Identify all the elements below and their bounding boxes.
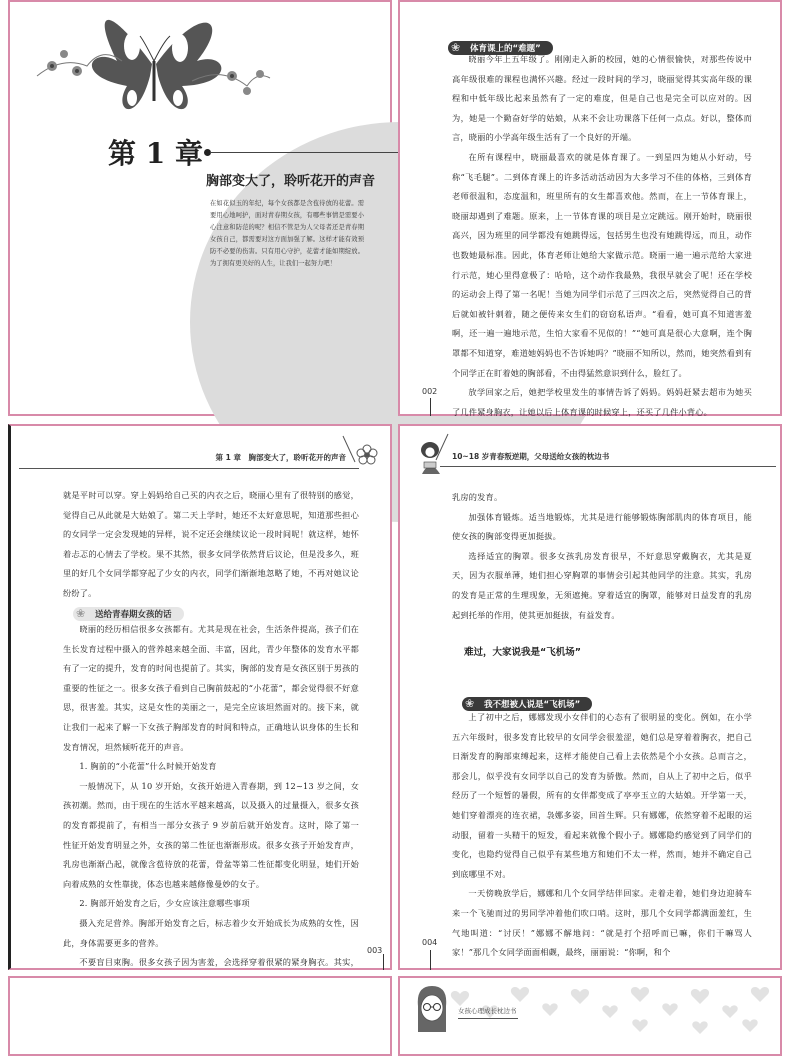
header-rule xyxy=(458,1018,518,1019)
paragraph: 一天傍晚放学后，娜娜和几个女同学结伴回家。走着走着，她们身边迎骑车来一个飞驰而过的男同学冲着他们吹口哨。这时，那几个女同学都满面羞红，生气地叫道：“讨厌！”娜娜不解地问：“就是打个招呼而已嘛，你们干嘛骂人家！”那几个女同学面面相觑，最终，丽丽说：“你啊，和个 xyxy=(452,888,752,958)
paragraph: 不要盲目束胸。很多女孩子因为害羞，会选择穿着很紧的紧身胸衣。其实， xyxy=(79,957,359,968)
section-title: ❀ 体育课上的“难题” xyxy=(448,41,553,55)
page-3 xyxy=(8,424,392,970)
page-5 xyxy=(8,976,392,1056)
flower-icon: ❀ xyxy=(451,41,461,54)
butterfly-illustration xyxy=(32,6,272,136)
running-header: 女孩心理成长枕边书 xyxy=(458,1007,517,1015)
header-slash-rule xyxy=(430,432,450,462)
header-rule xyxy=(19,468,359,469)
girl-with-glasses-illustration xyxy=(412,982,452,1038)
section-title: ❀ 送给青春期女孩的话 xyxy=(73,607,184,621)
page-6 xyxy=(398,976,782,1056)
paragraph: 一般情况下，从 10 岁开始，女孩开始进入青春期，到 12~13 岁之间，女孩初潮。然而，由于现在的生活水平越来越高，以及摄入的过量摄入，很多女孩的发育都提前了，有相当一部分女孩子 9 岁前后就开始发育。这时，除了第一性征开始发育明显之外，女孩的第二性征也渐渐形成。很多女孩子开始发育声，乳房也渐渐凸起，就像含苞待放的花蕾，骨盆等第二性征都变化明显，她们开始向着成熟的女性靠拢，体态也越来越修像曼妙的女子。 xyxy=(63,780,359,889)
chapter-title: 胸部变大了，聆听花开的声音 xyxy=(206,174,376,189)
story-title: 难过，大家说我是“飞机场” xyxy=(464,647,581,658)
paragraph: 加强体育锻炼。适当地锻炼，尤其是进行能够锻炼胸部肌肉的体育项目，能使女孩的胸部变得更加挺拔。 xyxy=(452,511,752,542)
page-number: 002 xyxy=(422,387,438,396)
paragraph: 在所有课程中，晓丽最喜欢的就是体育课了。一到星四为她从小好动，号称“飞毛腿”。二到体育课上的许多活动活动因为大多学习不佳的体格，三到体育老师很温和，态度温和，班里所有的女生都喜欢他。然而，在上一节体育课上，晓丽却遇到了难题。原来，上一节体育课的项目是立定跳远。刚开始时，晓丽很高兴，因为班里的同学都没有她跳得远，包括男生也没有她跳得远，而且，动作也数她最标准。因此，体育老师让她给大家做示范。晓丽一遍一遍示范给大家进行示范，她心里得意极了：哈哈，这个动作我最熟，我很早就会了呢！还在学校的运动会上得了第一名呢！当她为同学们示范了三四次之后，突然觉得自己的背后就如被针刺着，随之便传来女生们的窃窃私语声。“看看，她可真不知道害羞啊，还一遍一遍地示范，生怕大家看不见似的！”“她可真是很心大意啊，连个胸罩都不知道穿，难道她妈妈也不告诉她吗？”晓丽不知所以，然而，她突然看到有个同学正在盯着她的胸部看，不由得猛然意识到什么，脸红了。 xyxy=(452,151,752,378)
paragraph: 乳房的发育。 xyxy=(452,492,503,502)
page-number: 004 xyxy=(422,938,438,947)
paragraph: 上了初中之后，娜娜发现小女伴们的心态有了很明显的变化。例如，在小学五六年级时，很多发育比较早的女同学会很羞涩，她们总是穿着着胸衣，把自己日渐发育的胸部束缚起来，这样才能使自己看上去依然是个小女孩。总而言之，那会儿，似乎没有女同学以自己的发育为骄傲。然而，自从上了初中之后，似乎经历了一个短暂的暑假，所有的女伴都变成了亭亭玉立的大姑娘。开学第一天，她们穿着漂亮的连衣裙，袅娜多姿，回首生辉。只有娜娜，依然穿着不起眼的运动服，留着一头精干的短发，看起来就像个假小子。娜娜隐约感觉到了同学们的变化，也隐约觉得自己似乎有某些地方和她们不太一样，然而，她并不确定自己到底哪里不对。 xyxy=(452,712,752,879)
chapter-number: 第 1 章 xyxy=(108,137,203,170)
header-slash-rule xyxy=(341,434,371,464)
page-4 xyxy=(398,424,782,970)
body-text xyxy=(63,620,359,992)
body-text xyxy=(452,488,752,625)
paragraph: 就是平时可以穿。穿上妈妈给自己买的内衣之后，晓丽心里有了很特别的感觉，觉得自己从此就是大姑娘了。第二天上学时，她还不太好意思呢，知道那些担心的女同学一定会发现她的异样，说不定还会继续议论一段时间呢！就这样，她怀着忐忑的心情去了学校。果不其然，很多女同学依然背后议论，但是没多久，班里的好几个女同学都穿起了少女的内衣，同学们渐渐地忽略了她，不再对她议论纷纷了。 xyxy=(63,490,359,598)
paragraph: 晓丽今年上五年级了。刚刚走入新的校园，她的心情很愉快，对那些传说中高年级很难的课程也满怀兴趣。经过一段时间的学习，晓丽觉得其实高年级的课程和中低年级比起来虽然有了一定的难度，但是自己也是完全可以应对的。因为，她是一个勤奋好学的姑娘，从来不会让功课落下任何一点点。好以，整体而言，晓丽的小学高年级生活有了一个良好的开端。 xyxy=(452,54,752,143)
header-rule xyxy=(440,466,776,467)
paragraph: 选择适宜的胸罩。很多女孩乳房发育很早，不好意思穿戴胸衣，尤其是夏天，因为衣服单薄，她们担心穿胸罩的事情会引起其他同学的注意。其实，乳房的发育是正常的生理现象，无须遮掩。穿着适宜的胸罩，能够对日益发育的乳房起到托举的作用，使其更加挺拔，有益发育。 xyxy=(452,550,752,620)
page-number-rule xyxy=(430,950,431,970)
flower-icon: ❀ xyxy=(76,607,86,620)
paragraph: 放学回家之后，她把学校里发生的事情告诉了妈妈。妈妈赶紧去超市为她买了几件紧身胸衣，让她以后上体育课的时候穿上，还买了几件小背心。 xyxy=(452,387,752,417)
page-2 xyxy=(398,0,782,416)
running-header: 10~18 岁青春叛逆期，父母送给女孩的枕边书 xyxy=(452,452,610,461)
chapter-rule xyxy=(210,152,400,153)
page-number: 003 xyxy=(367,946,383,955)
body-text xyxy=(63,486,359,604)
paragraph: 晓丽的经历相信很多女孩都有。尤其是现在社会，生活条件提高，孩子们在生长发育过程中摄入的营养越来越全面、丰富，因此，青少年整体的发育水平都有了一定的提升，发育的时间也提前了。其实，胸部的发育是女孩区别于男孩的重要的性征之一。很多女孩子看到自己胸前鼓起的“小花蕾”，都会觉得很不好意思，很害羞。其实，这是女性的美丽之一，是完全应该坦然面对的。接下来，就让我们一起来了解一下女孩子胸部发育的时间和特点，正确地认识身体的生长和发育情况，坦然倾听花开的声音。 xyxy=(63,624,359,752)
flower-icon: ❀ xyxy=(465,697,475,710)
running-header: 第 1 章 胸部变大了，聆听花开的声音 xyxy=(215,453,346,462)
chapter-intro: 在如花似玉的年纪，每个女孩都是含苞待放的花蕾。需要用心地呵护，面对青春期女孩，有哪些事情是需要小心注意和防范的呢？相信不管是为人父母者还是青春期女孩自己，都需要对这方面加强了解。这样才能有效预防不必要的伤害。只有用心守护，花蕾才能如期绽放。为了拥有更美好的人生，让我们一起努力吧！ xyxy=(210,200,364,267)
paragraph: 2. 胸部开始发育之后，少女应该注意哪些事项 xyxy=(79,898,250,909)
body-text xyxy=(452,708,752,963)
page-1 xyxy=(8,0,392,416)
section-title: ❀ 我不想被人说是“飞机场” xyxy=(462,697,592,711)
body-text xyxy=(452,50,752,422)
page-number-rule xyxy=(430,398,431,416)
paragraph: 1. 胸前的“小花蕾”什么时候开始发育 xyxy=(79,761,217,772)
paragraph: 摄入充足营养。胸部开始发育之后，标志着少女开始成长为成熟的女性，因此，身体需要更多的营养。 xyxy=(63,917,359,948)
page-number-rule xyxy=(383,954,384,970)
